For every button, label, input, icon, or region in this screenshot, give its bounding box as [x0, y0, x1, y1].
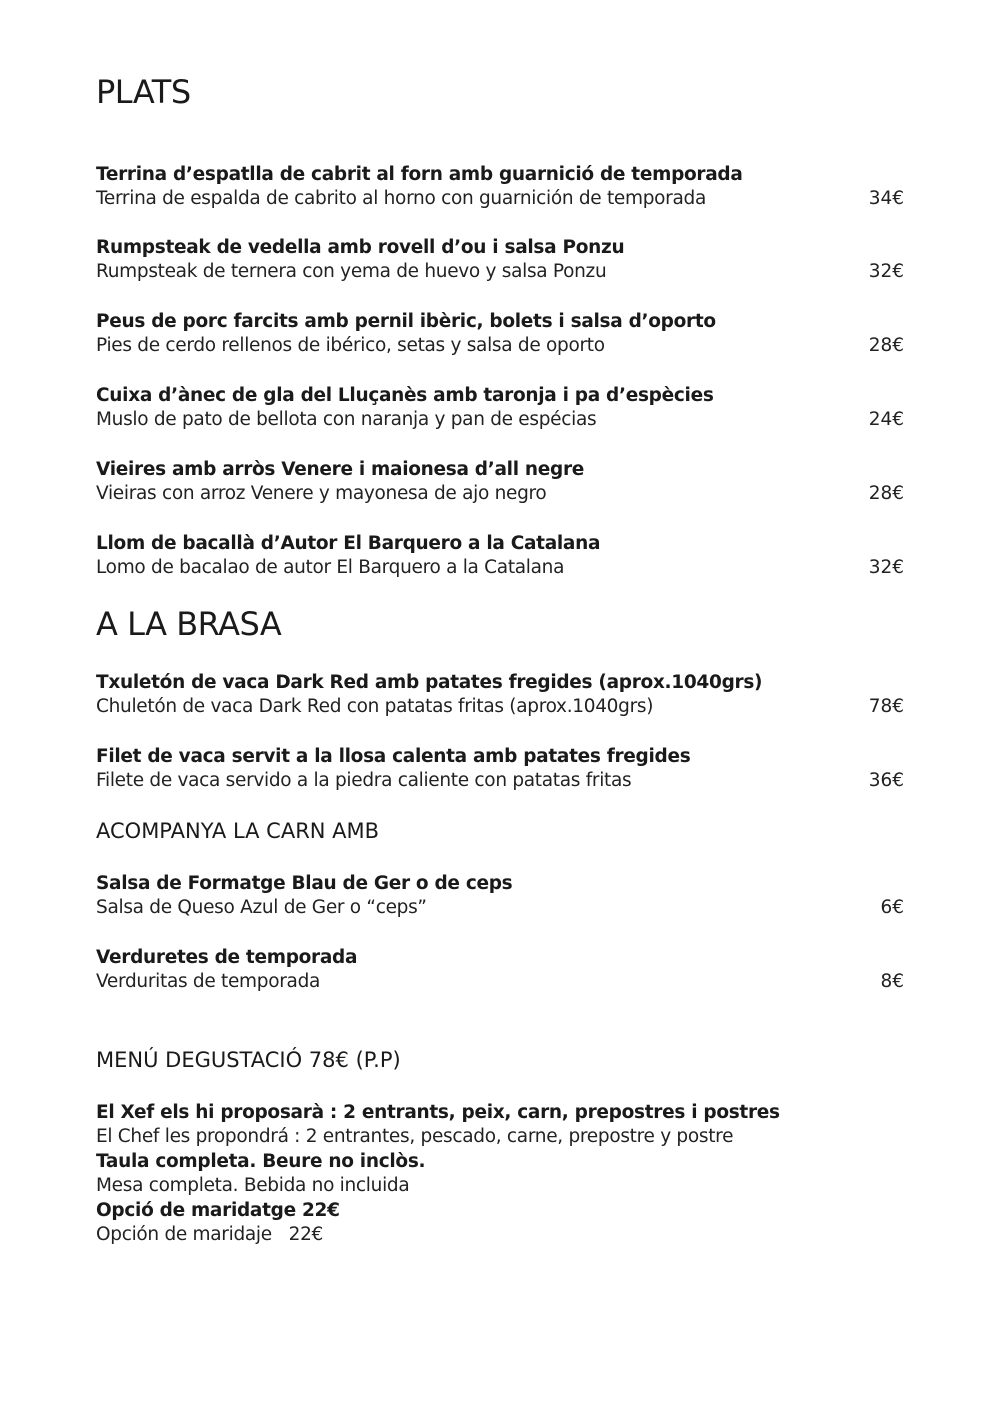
dish-price: 34€: [868, 188, 904, 209]
menu-item: [96, 872, 904, 922]
menu-item: [96, 946, 904, 996]
menu-description-spanish: El Chef les propondrá : 2 entrantes, pescado, carne, prepostre y postre: [96, 1126, 734, 1147]
dish-name-catalan: Salsa de Formatge Blau de Ger o de ceps: [96, 873, 513, 894]
dish-name-catalan: Txuletón de vaca Dark Red amb patates fregides (aprox.1040grs): [96, 672, 763, 693]
dish-price: 8€: [880, 971, 904, 992]
menu-pairing-spanish: Opción de maridaje 22€: [96, 1224, 324, 1245]
dish-price: 36€: [868, 770, 904, 791]
section-title-menu-degustacio: MENÚ DEGUSTACIÓ 78€ (P.P): [96, 1048, 401, 1072]
dish-name-spanish: Lomo de bacalao de autor El Barquero a la Catalana: [96, 557, 565, 578]
dish-name-catalan: Verduretes de temporada: [96, 947, 358, 968]
dish-name-catalan: Filet de vaca servit a la llosa calenta amb patates fregides: [96, 746, 691, 767]
dish-name-catalan: Terrina d’espatlla de cabrit al forn amb guarnició de temporada: [96, 164, 743, 185]
dish-name-spanish: Pies de cerdo rellenos de ibérico, setas y salsa de oporto: [96, 335, 605, 356]
menu-item: [96, 745, 904, 795]
menu-item: [96, 671, 904, 721]
menu-item: [96, 532, 904, 582]
section-title-plats: PLATS: [96, 73, 191, 111]
dish-price: 32€: [868, 261, 904, 282]
menu-item: [96, 458, 904, 508]
dish-price: 78€: [868, 696, 904, 717]
dish-name-spanish: Muslo de pato de bellota con naranja y pan de espécias: [96, 409, 597, 430]
dish-name-spanish: Terrina de espalda de cabrito al horno con guarnición de temporada: [96, 188, 707, 209]
dish-price: 24€: [868, 409, 904, 430]
menu-table-note-catalan: Taula completa. Beure no inclòs.: [96, 1151, 426, 1172]
menu-description-catalan: El Xef els hi proposarà : 2 entrants, peix, carn, prepostres i postres: [96, 1102, 780, 1123]
dish-name-spanish: Salsa de Queso Azul de Ger o “ceps”: [96, 897, 427, 918]
dish-name-spanish: Chuletón de vaca Dark Red con patatas fritas (aprox.1040grs): [96, 696, 654, 717]
dish-name-catalan: Vieires amb arròs Venere i maionesa d’all negre: [96, 459, 585, 480]
dish-name-catalan: Peus de porc farcits amb pernil ibèric, bolets i salsa d’oporto: [96, 311, 716, 332]
menu-pairing-catalan: Opció de maridatge 22€: [96, 1200, 340, 1221]
menu-item: [96, 384, 904, 434]
dish-price: 28€: [868, 335, 904, 356]
dish-name-catalan: Llom de bacallà d’Autor El Barquero a la Catalana: [96, 533, 601, 554]
menu-item: [96, 310, 904, 360]
menu-table-note-spanish: Mesa completa. Bebida no incluida: [96, 1175, 410, 1196]
dish-price: 6€: [880, 897, 904, 918]
dish-name-catalan: Cuixa d’ànec de gla del Lluçanès amb taronja i pa d’espècies: [96, 385, 714, 406]
dish-name-spanish: Rumpsteak de ternera con yema de huevo y salsa Ponzu: [96, 261, 607, 282]
section-title-acompanya: ACOMPANYA LA CARN AMB: [96, 819, 380, 843]
dish-name-catalan: Rumpsteak de vedella amb rovell d’ou i salsa Ponzu: [96, 237, 625, 258]
dish-name-spanish: Verduritas de temporada: [96, 971, 321, 992]
menu-item: [96, 163, 904, 213]
dish-name-spanish: Filete de vaca servido a la piedra caliente con patatas fritas: [96, 770, 632, 791]
menu-item: [96, 236, 904, 286]
dish-price: 32€: [868, 557, 904, 578]
dish-name-spanish: Vieiras con arroz Venere y mayonesa de ajo negro: [96, 483, 547, 504]
section-title-brasa: A LA BRASA: [96, 605, 282, 643]
dish-price: 28€: [868, 483, 904, 504]
